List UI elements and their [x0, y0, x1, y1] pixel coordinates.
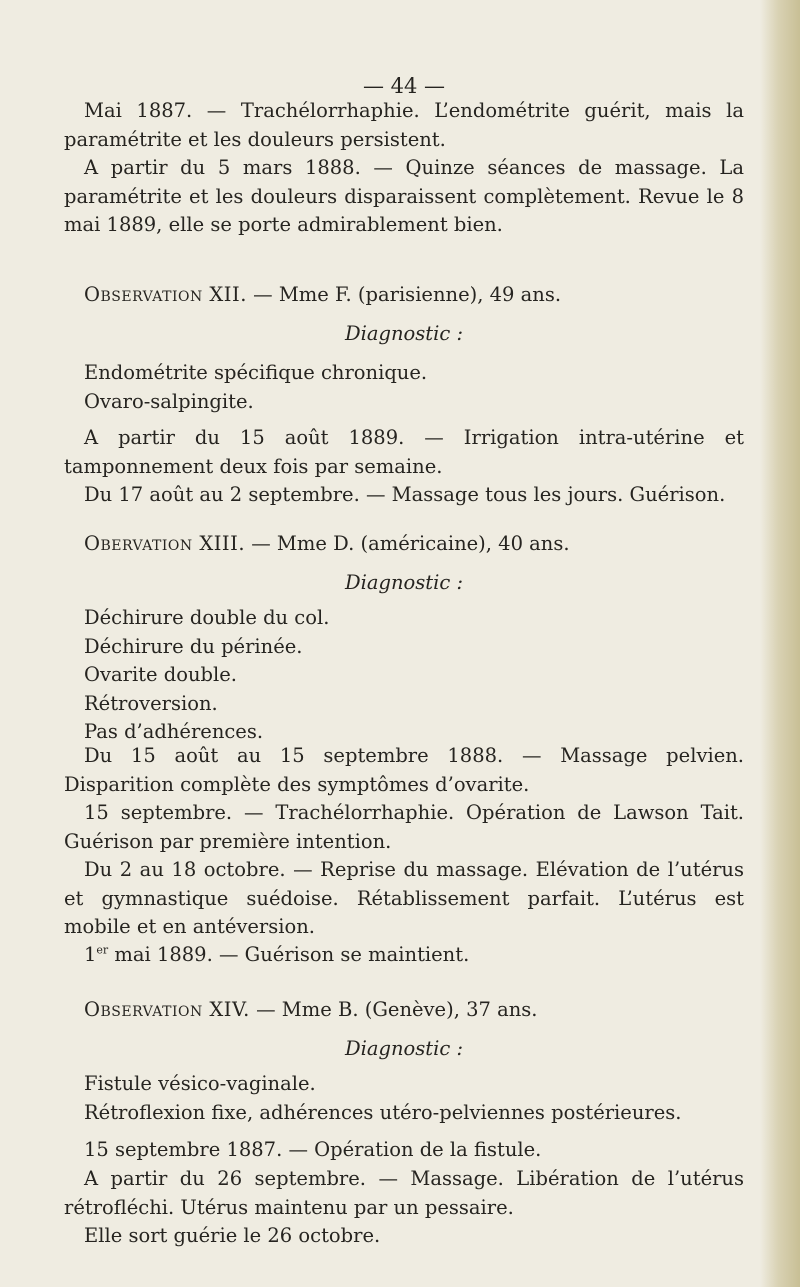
- observation-14: [64, 996, 744, 1025]
- treatment-paragraph: 15 septembre. — Trachélorrhaphie. Opération de Lawson Tait. Guérison par première intention.: [64, 801, 744, 853]
- observation-label: Observation XII.: [84, 283, 247, 306]
- page-number: — 44 —: [362, 74, 446, 98]
- observation-12: [64, 281, 744, 310]
- diagnostic-item: Pas d’adhérences.: [84, 720, 264, 744]
- observation-subject: — Mme F. (parisienne), 49 ans.: [253, 283, 562, 306]
- diagnostic-item: Déchirure double du col.: [84, 606, 330, 629]
- observation-title: [84, 281, 744, 310]
- diagnostic-item: Ovarite double.: [84, 663, 238, 687]
- diagnostic-heading: Diagnostic :: [344, 1037, 464, 1060]
- observation-13: [64, 530, 744, 559]
- observation-label: Observation XIV.: [84, 998, 250, 1021]
- diagnostic-item: Rétroversion.: [84, 691, 218, 715]
- observation-title: [84, 996, 744, 1025]
- observation-subject: — Mme D. (américaine), 40 ans.: [251, 532, 570, 555]
- treatment-paragraph: Du 15 août au 15 septembre 1888. — Massage pelvien. Disparition complète des symptômes d’ovarite.: [64, 744, 744, 796]
- diagnostic-item: Rétroflexion fixe, adhérences utéro-pelviennes postérieures.: [84, 1100, 682, 1124]
- observation-label: Obervation XIII.: [84, 532, 246, 555]
- diagnostic-list: [64, 1070, 744, 1127]
- diagnostic-list: [64, 604, 744, 747]
- intro-paragraph: A partir du 5 mars 1888. — Quinze séances de massage. La paramétrite et les douleurs disparaissent complètement. Revue le 8 mai 1889, elle se porte admirablement bien.: [64, 156, 744, 237]
- diagnostic-item: Ovaro-salpingite.: [84, 389, 254, 413]
- diagnostic-list: [64, 359, 744, 416]
- treatment-paragraph: Du 17 août au 2 septembre. — Massage tous les jours. Guérison.: [84, 483, 726, 506]
- treatment-paragraph: Du 2 au 18 octobre. — Reprise du massage. Elévation de l’utérus et gymnastique suédoise. Rétablissement parfait. L’utérus est mobile et en antéversion.: [64, 858, 744, 939]
- diagnostic-item: Fistule vésico-vaginale.: [84, 1072, 316, 1095]
- treatment-paragraph: A partir du 15 août 1889. — Irrigation intra-utérine et tamponnement deux fois par semaine.: [64, 426, 744, 478]
- ordinal-suffix: er: [96, 943, 109, 957]
- observation-title: [84, 530, 744, 559]
- treatment-paragraph: A partir du 26 septembre. — Massage. Libération de l’utérus rétrofléchi. Utérus maintenu par un pessaire.: [64, 1167, 744, 1219]
- date-rest: mai 1889. — Guérison se maintient.: [108, 943, 470, 966]
- treatment-paragraph: Elle sort guérie le 26 octobre.: [84, 1224, 381, 1247]
- diagnostic-heading: Diagnostic :: [344, 322, 464, 345]
- observation-subject: — Mme B. (Genève), 37 ans.: [256, 998, 538, 1021]
- treatment-paragraph: [64, 941, 744, 970]
- page-edge-shadow: [760, 0, 800, 1287]
- diagnostic-item: Déchirure du périnée.: [84, 634, 303, 658]
- intro-paragraph: Mai 1887. — Trachélorrhaphie. L’endométrite guérit, mais la paramétrite et les douleurs persistent.: [64, 99, 744, 151]
- date-day: 1: [84, 943, 97, 966]
- diagnostic-item: Endométrite spécifique chronique.: [84, 361, 428, 384]
- diagnostic-heading: Diagnostic :: [344, 571, 464, 594]
- treatment-paragraph: 15 septembre 1887. — Opération de la fistule.: [84, 1138, 542, 1161]
